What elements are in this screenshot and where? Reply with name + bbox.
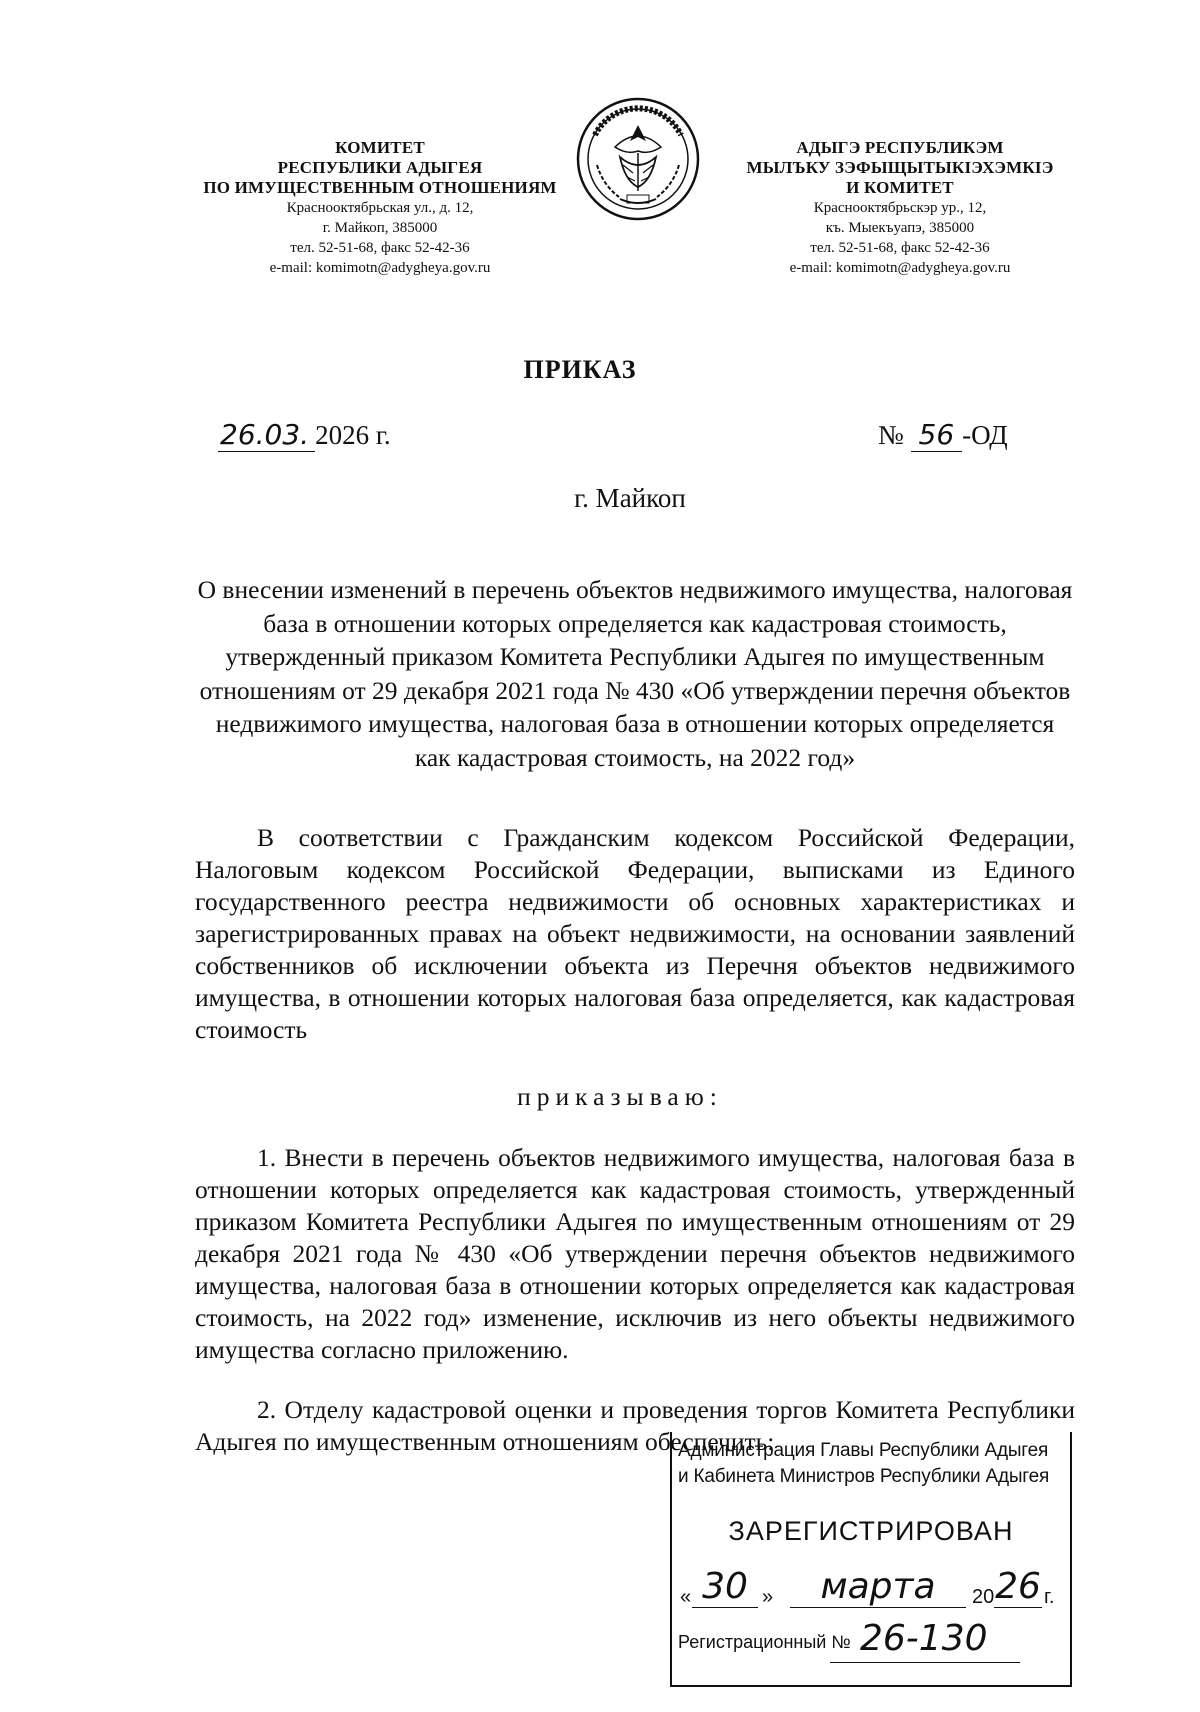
document-type-title: ПРИКАЗ	[523, 355, 637, 384]
emblem-icon	[575, 95, 701, 223]
header-left-line1: КОМИТЕТ	[335, 138, 425, 157]
stamp-org-line1: Администрация Главы Республики Адыгея	[678, 1440, 1049, 1461]
header-right	[700, 138, 1100, 278]
header-right-line1: АДЫГЭ РЕСПУБЛИКЭМ	[796, 138, 1004, 157]
header-left-line3: ПО ИМУЩЕСТВЕННЫМ ОТНОШЕНИЯМ	[203, 178, 557, 197]
stamp-reg-line	[678, 1632, 851, 1653]
header-left	[180, 138, 580, 278]
stamp-reg-number: 26-130	[860, 1618, 988, 1659]
header-right-line2: МЫЛЪКУ ЗЭФЫЩЫТЫКIЭХЭМКIЭ	[746, 158, 1054, 177]
stamp-status: ЗАРЕГИСТРИРОВАН	[728, 1516, 1014, 1546]
order-item-1: 1. Внести в перечень объектов недвижимого имущества, налоговая база в отношении которых определяется как кадастровая стоимость, утвержденный приказом Комитета Республики Адыгея по имущественным отношениям от 29 декабря 2021 года № 430 «Об утверждении перечня объектов недвижимого имущества, налоговая база в отношении которых определяется как кадастровая стоимость, на 2022 год» изменение, исключив из него объекты недвижимого имущества согласно приложению.	[195, 1143, 1075, 1364]
stamp-year-prefix: 20	[972, 1586, 995, 1608]
stamp-org-line2: и Кабинета Министров Республики Адыгея	[678, 1466, 1050, 1487]
registration-stamp	[670, 1432, 1072, 1687]
stamp-close-quote: »	[762, 1586, 774, 1608]
header-right-address1: Краснооктябрьскэр ур., 12,	[813, 200, 987, 216]
order-date	[218, 418, 391, 451]
header-left-address2: г. Майкоп, 385000	[322, 220, 438, 236]
stamp-month: марта	[790, 1566, 966, 1608]
stamp-date	[680, 1566, 1064, 1614]
order-number-suffix: -ОД	[962, 420, 1008, 450]
order-word: приказываю:	[517, 1082, 723, 1111]
header-right-email: e-mail: komimotn@adygheya.gov.ru	[789, 260, 1011, 276]
order-number-handwritten: 56	[911, 418, 963, 452]
order-number-prefix: №	[878, 420, 904, 450]
stamp-reg-label: Регистрационный №	[678, 1632, 851, 1652]
order-date-suffix: 2026 г.	[315, 420, 391, 450]
stamp-day: 30	[692, 1566, 758, 1608]
stamp-year-suffix: 26	[995, 1566, 1041, 1607]
stamp-open-quote: «	[680, 1586, 692, 1608]
order-number	[878, 418, 1008, 451]
header-left-line2: РЕСПУБЛИКИ АДЫГЕЯ	[277, 158, 483, 177]
order-item-2: 2. Отделу кадастровой оценки и проведения торгов Комитета Республики Адыгея по имущественным отношениям обеспечить:	[195, 1395, 1075, 1456]
header-right-line3: И КОМИТЕТ	[846, 178, 954, 197]
stamp-reg-number-field	[830, 1618, 1020, 1663]
header-right-address2: къ. Мыекъуапэ, 385000	[825, 220, 975, 236]
header-left-phone: тел. 52-51-68, факс 52-42-36	[290, 240, 470, 256]
order-date-handwritten: 26.03.	[218, 418, 315, 452]
header-right-phone: тел. 52-51-68, факс 52-42-36	[810, 240, 990, 256]
stamp-organization	[678, 1438, 1049, 1490]
header-left-address1: Краснооктябрьская ул., д. 12,	[286, 200, 474, 216]
order-subject-title: О внесении изменений в перечень объектов недвижимого имущества, налоговая база в отношении которых определяется как кадастровая стоимость, утвержденный приказом Комитета Республики Адыгея по имущественным отношениям от 29 декабря 2021 года № 430 «Об утверждении перечня объектов недвижимого имущества, налоговая база в отношении которых определяется как кадастровая стоимость, на 2022 год»	[197, 575, 1073, 772]
stamp-year-mark: г.	[1044, 1586, 1055, 1608]
order-city: г. Майкоп	[574, 483, 686, 513]
header-left-email: e-mail: komimotn@adygheya.gov.ru	[269, 260, 491, 276]
preamble-paragraph: В соответствии с Гражданским кодексом Российской Федерации, Налоговым кодексом Российской Федерации, выписками из Единого государственного реестра недвижимости об основных характеристиках и зарегистрированных правах на объект недвижимости, на основании заявлений собственников об исключении объекта из Перечня объектов недвижимого имущества, в отношении которых налоговая база определяется, как кадастровая стоимость	[195, 823, 1075, 1044]
